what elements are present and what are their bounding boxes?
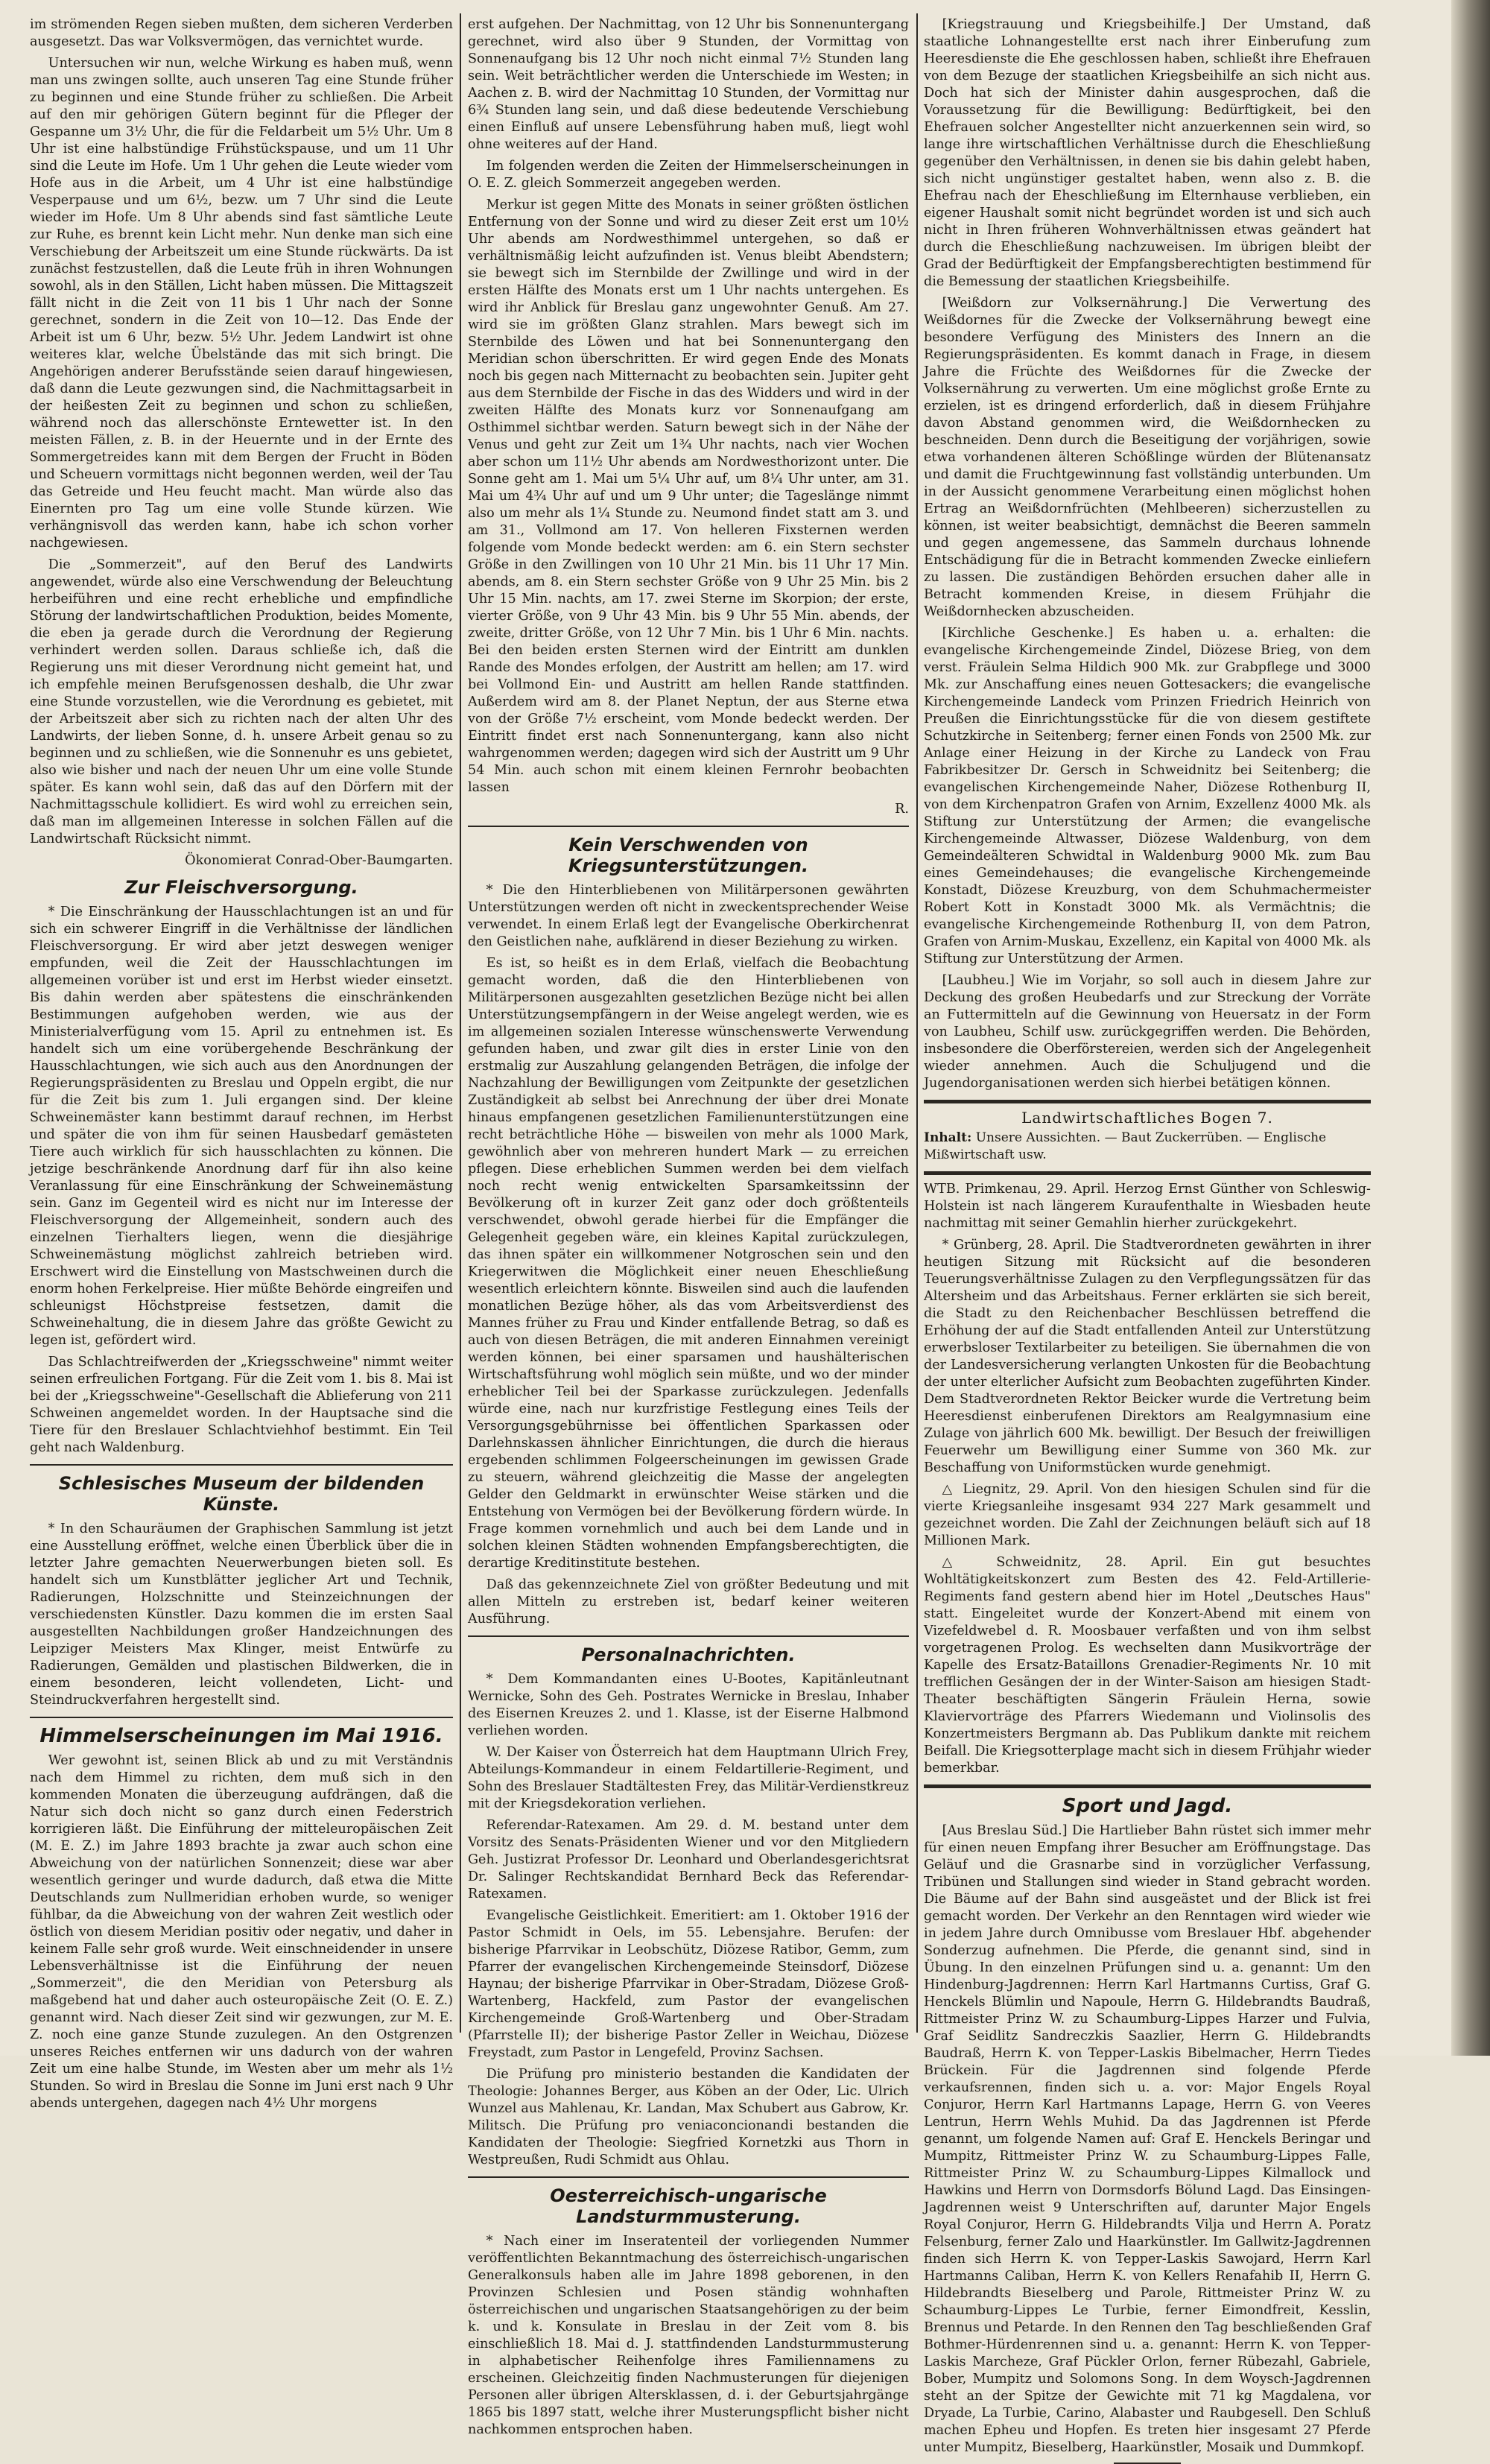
supplement-notice [924,1109,1371,1164]
article-heading-sport: Sport und Jagd. [1062,1795,1233,1817]
article-heading-personalnachrichten: Personalnachrichten. [581,1644,796,1665]
supplement-contents-label: Inhalt: [924,1130,972,1145]
paragraph: Die „Sommerzeit", auf den Beruf des Landwirts angewendet, würde also eine Verschwendung der Beleuchtung herbeiführen und eine recht erhebliche und empfindliche Störung der landwirtschaftlichen Produktion, beides Momente, die eben ja gerade durch die Verordnung der Regierung verhindert werden sollen. Daraus schließe ich, daß die Regierung uns mit dieser Verordnung nicht gemeint hat, und ich empfehle meinen Berufsgenossen deshalb, die Uhr zwar eine Stunde vorzustellen, wie die Verordnung es gebietet, mit der Arbeitszeit aber sich zu richten nach der alten Uhr des Landwirts, der lieben Sonne, d. h. unsere Arbeit genau so zu beginnen und zu schließen, wie die Sonnenuhr es uns gebietet, also wie bisher und nach der neuen Uhr um eine volle Stunde später. Es kann wohl sein, daß das auf den Dörfern mit der Nachmittagsschule kollidiert. Es wird wohl zu erreichen sein, daß man im allgemeinen Interesse in solchen Fällen auf die Landwirtschaft Rücksicht nimmt. [30,557,453,846]
paragraph: * Die den Hinterbliebenen von Militärpersonen gewährten Unterstützungen werden oft nicht in zweckentsprechender Weise verwendet. In einem Erlaß legt der Evangelische Oberkirchenrat den Geistlichen nahe, aufklärend in dieser Beziehung zu wirken. [468,883,909,949]
divider [468,1635,909,1637]
paragraph: Merkur ist gegen Mitte des Monats in seiner größten östlichen Entfernung von der Sonne und wird zu dieser Zeit erst um 10½ Uhr abends am Nordwesthimmel untergehen, so daß er verhältnismäßig leicht aufzufinden ist. Venus bleibt Abendstern; sie bewegt sich im Sternbilde der Zwillinge und wird in der ersten Hälfte des Monats erst um 1 Uhr nachts untergehen. Es wird ihr Anblick für Breslau ganz ungewohnter Genuß. Am 27. wird sie im größten Glanz strahlen. Mars bewegt sich im Sternbilde des Löwen und hat bei Sonnenuntergang den Meridian schon überschritten. Er wird gegen Ende des Monats noch bis gegen nach Mitternacht zu beobachten sein. Jupiter geht aus dem Sternbilde der Fische in das des Widders und wird in der zweiten Hälfte des Monats kurz vor Sonnenaufgang am Osthimmel sichtbar werden. Saturn bewegt sich in der Nähe der Venus und geht zur Zeit um 1¾ Uhr nachts, nach vier Wochen aber schon um 11½ Uhr abends am Nordwesthorizont unter. Die Sonne geht am 1. Mai um 5¼ Uhr auf, um 8¼ Uhr unter, am 31. Mai um 4¾ Uhr auf und um 9 Uhr unter; die Tageslänge nimmt also um mehr als 1¼ Stunde zu. Neumond findet statt am 3. und am 31., Vollmond am 17. Von helleren Fixsternen werden folgende vom Monde bedeckt werden: am 6. ein Stern sechster Größe in den Zwillingen von 10 Uhr 21 Min. bis 11 Uhr 17 Min. abends, am 8. ein Stern sechster Größe von 9 Uhr 25 Min. bis 2 Uhr 15 Min. nachts, am 17. zwei Sterne im Skorpion; der erste, vierter Größe, von 9 Uhr 43 Min. bis 9 Uhr 55 Min. abends, der zweite, dritter Größe, von 12 Uhr 7 Min. bis 1 Uhr 6 Min. nachts. Bei den beiden ersten Sternen wird der Eintritt am dunklen Rande des Mondes erfolgen, der Austritt am hellen; am 17. wird bei Vollmond Ein- und Austritt am hellen Rande stattfinden. Außerdem wird am 8. der Planet Neptun, der aus Sterne etwa von der Größe 7½ erscheint, vom Monde bedeckt werden. Der Eintritt findet erst nach Sonnenuntergang, kann also nicht wahrgenommen werden; dagegen wird sich der Austritt um 9 Uhr 54 Min. auch schon mit einem kleinen Fernrohr beobachten lassen [468,197,909,795]
divider [468,2176,909,2178]
paragraph: Wer gewohnt ist, seinen Blick ab und zu mit Verständnis nach dem Himmel zu richten, dem muß sich in den kommenden Monaten die überzeugung aufdrängen, daß die Natur sich doch nicht so ganz durch einen Federstrich korrigieren läßt. Die Einführung der mitteleuropäischen Zeit (M. E. Z.) im Jahre 1893 brachte ja zwar auch schon eine Abweichung von der natürlichen Sonnenzeit; diese war aber wesentlich geringer und wurde dadurch, daß etwa die Mitte Deutschlands zum Nullmeridian erhoben wurde, so weniger fühlbar, da die Abweichung von der wahren Zeit westlich oder östlich von diesem Meridian positiv oder negativ, und daher in keinem Falle sehr groß wurde. Weit einschneidender in unsere Lebensverhältnisse ist die Einführung der neuen „Sommerzeit", die den Meridian von Petersburg als maßgebend hat und daher auch osteuropäische Zeit (O. E. Z.) genannt wird. Nach dieser Zeit sind wir gezwungen, zur M. E. Z. noch eine ganze Stunde zuzulegen. An den Ostgrenzen unseres Reiches entfernen wir uns dadurch von der wahren Zeit um eine halbe Stunde, im Westen aber um mehr als 1½ Stunden. So wird in Breslau die Sonne im Juni erst nach 9 Uhr abends untergehen, dagegen nach 4½ Uhr morgens [30,1753,453,2111]
paragraph: WTB. Primkenau, 29. April. Herzog Ernst Günther von Schleswig-Holstein ist nach längerem Kuraufenthalte in Wiesbaden heute nachmittag mit seiner Gemahlin hierher zurückgekehrt. [924,1182,1371,1231]
paragraph: Im folgenden werden die Zeiten der Himmelserscheinungen in O. E. Z. gleich Sommerzeit angegeben werden. [468,159,909,191]
column-rule [916,13,918,2033]
article-heading-landsturmmusterung: Oesterreichisch-ungarische Landsturmmusterung. [550,2185,827,2227]
paragraph: erst aufgehen. Der Nachmittag, von 12 Uhr bis Sonnenuntergang gerechnet, wird also über 9 Stunden, der Vormittag von Sonnenaufgang bis 12 Uhr noch nicht einmal 7½ Stunden lang sein. Weit beträchtlicher werden die Unterschiede im Westen; in Aachen z. B. wird der Nachmittag 10 Stunden, der Vormittag nur 6¾ Stunden lang sein, und daß diese bedeutende Verschiebung einen Einfluß auf unsere Lebensführung haben muß, liegt wohl ohne weiteres auf der Hand. [468,17,909,152]
paragraph: * In den Schauräumen der Graphischen Sammlung ist jetzt eine Ausstellung eröffnet, welche einen Überblick über die in letzter Jahre gemachten Neuerwerbungen bieten soll. Es handelt sich um Kunstblätter jeglicher Art und Technik, Radierungen, Holzschnitte und Steinzeichnungen der verschiedensten Künstler. Dazu kommen die im ersten Saal ausgestellten Nachbildungen großer Handzeichnungen des Leipziger Meisters Max Klinger, meist Entwürfe zu Radierungen, Gemälden und plastischen Bildwerken, die in einem besonderen, leicht vollendeten, Licht- und Steindruckverfahren hergestellt sind. [30,1521,453,1708]
paragraph: * Die Einschränkung der Hausschlachtungen ist an und für sich ein schwerer Eingriff in die Verhältnisse der ländlichen Fleischversorgung. Er wird aber jetzt deswegen weniger empfunden, weil die Zeit der Hausschlachtungen im allgemeinen vorüber ist und erst im Herbst wieder einsetzt. Bis dahin werden aber spätestens die einschränkenden Bestimmungen aufgehoben werden, wie aus der Ministerialverfügung vom 15. April zu entnehmen ist. Es handelt sich um eine vorübergehende Beschränkung der Hausschlachtungen, wie sich auch aus den Anordnungen der Regierungspräsidenten zu Breslau und Oppeln ergibt, die nur für die Zeit bis zum 1. Juli ergangen sind. Der kleine Schweinemäster kann bestimmt darauf rechnen, im Herbst und später die von ihm für seinen Hausbedarf gemästeten Tiere auch wirklich für sich hausschlachten zu können. Die jetzige beschränkende Anordnung darf für ihn also keine Veranlassung für eine Einschränkung der Schweinemästung sein. Ganz im Gegenteil wird es nicht nur im Interesse der Fleischversorgung der Allgemeinheit, sondern auch des einzelnen Tierhalters liegen, wenn die diesjährige Schweinemästung möglichst zahlreich betrieben wird. Erschwert wird die Einstellung von Mastschweinen durch die enorm hohen Ferkelpreise. Hier müßte Behörde eingreifen und schleunigst Höchstpreise festsetzen, damit die Schweinehaltung, die in diesem Jahre das größte Gewicht zu legen ist, gefördert wird. [30,905,453,1348]
divider [924,1784,1371,1788]
paragraph: * Nach einer im Inseratenteil der vorliegenden Nummer veröffentlichten Bekanntmachung des österreichisch-ungarischen Generalkonsuls haben alle im Jahre 1898 geborenen, in den Provinzen Schlesien und Posen ständig wohnhaften österreichischen und ungarischen Staatsangehörigen zu der beim k. und k. Konsulate in Breslau in der Zeit vom 8. bis einschließlich 18. Mai d. J. stattfindenden Landsturmmusterung in alphabetischer Reihenfolge ihres Familiennamens zu erscheinen. Gleichzeitig finden Nachmusterungen für diejenigen Personen aller übrigen Altersklassen, d. i. der Geburtsjahrgänge 1865 bis 1897 statt, welche ihrer Musterungspflicht bisher nicht nachkommen entsprochen haben. [468,2234,909,2437]
article-heading-museum: Schlesisches Museum der bildenden Künste. [58,1473,425,1515]
column-rule [460,13,461,2033]
paragraph: △ Schweidnitz, 28. April. Ein gut besuchtes Wohltätigkeitskonzert zum Besten des 42. Feld-Artillerie-Regiments fand gestern abend hier im Hotel „Deutsches Haus" statt. Eingeleitet wurde der Konzert-Abend mit einem von Vizefeldwebel d. R. Moosbauer verfaßten und von ihm selbst vorgetragenen Prolog. Es wechselten dann Musikvorträge der Kapelle des Ersatz-Bataillons Grenadier-Regiments Nr. 10 mit trefflichen Gesängen der in der Winter-Saison am hiesigen Stadt-Theater beschäftigten Sängerin Fräulein Herna, sowie Klaviervorträge des Pfarrers Wiedemann und Violinsolis des Konzertmeisters Bergmann ab. Das Publikum dankte mit reichem Beifall. Die Kriegsotterplage macht sich in diesem Frühjahr wieder bemerkbar. [924,1555,1371,1776]
column-1 [30,16,453,2111]
paragraph: Referendar-Ratexamen. Am 29. d. M. bestand unter dem Vorsitz des Senats-Präsidenten Wiener und vor den Mitgliedern Geh. Justizrat Professor Dr. Leonhard und Oberlandesgerichtsrat Dr. Salinger Rechtskandidat Bernhard Beck das Referendar-Ratexamen. [468,1818,909,1901]
divider [468,826,909,827]
supplement-contents-text: Unsere Aussichten. — Baut Zuckerrüben. — Englische Mißwirtschaft usw. [924,1130,1327,1162]
divider [30,1717,453,1718]
divider [30,1464,453,1466]
paragraph: Untersuchen wir nun, welche Wirkung es haben muß, wenn man uns zwingen sollte, auch unseren Tag eine Stunde früher zu beginnen und eine Stunde früher zu schließen. Die Arbeit auf den mir gehörigen Gütern beginnt für die Pfleger der Gespanne um 3½ Uhr, die für die Feldarbeit um 5½ Uhr. Um 8 Uhr ist eine halbstündige Frühstückspause, und um 11 Uhr sind die Leute im Hofe. Um 1 Uhr gehen die Leute wieder vom Hofe aus in die Arbeit, um 4 Uhr ist eine halbstündige Vesperpause und um 6½, bezw. um 7 Uhr sind die Leute wieder im Hofe. Um 8 Uhr abends sind fast sämtliche Leute zur Ruhe, es brennt kein Licht mehr. Nun denke man sich eine Verschiebung der Arbeitszeit um eine Stunde rückwärts. Da ist zunächst festzustellen, daß die Leute früh in ihren Wohnungen sowohl, als in den Ställen, Licht haben müssen. Die Mittagszeit fällt nicht in die Zeit von 11 bis 1 Uhr nach der Sonne gerechnet, sondern in die Zeit von 10—12. Das Ende der Arbeit ist um 6 Uhr, bezw. 5½ Uhr. Jedem Landwirt ist ohne weiteres klar, welche Übelstände das mit sich bringt. Die Angehörigen anderer Berufsstände seien darauf hingewiesen, daß dann die Leute gezwungen sind, die Nachmittagsarbeit in der heißesten Zeit zu beginnen und schon zu schließen, während noch das allerschönste Erntewetter ist. In den meisten Fällen, z. B. in der Heuernte und in der Ernte des Sommergetreides kann mit dem Bergen der Frucht in Böden und Scheuern vormittags nicht begonnen werden, weil der Tau das Getreide und Heu feucht macht. Man würde also das Einernten pro Tag um eine volle Stunde kürzen. Wie verhängnisvoll das werden kann, habe ich schon vorher nachgewiesen. [30,56,453,551]
paragraph: Es ist, so heißt es in dem Erlaß, vielfach die Beobachtung gemacht worden, daß die den Hinterbliebenen von Militärpersonen ausgezahlten gesetzlichen Bezüge nicht bei allen Unterstützungsempfängern in der Weise angelegt werden, wie es im allgemeinen sozialen Interesse wünschenswerte Verwendung gefunden haben, und zwar gilt dies in erster Linie von den erstmalig zur Auszahlung gelangenden Beträgen, die infolge der Nachzahlung der Bewilligungen vom Zeitpunkte der gesetzlichen Zuständigkeit ab selbst bei Anrechnung der über drei Monate hinaus empfangenen gesetzlichen Familienunterstützungen eine recht beträchtliche Höhe — bisweilen von mehr als 1000 Mark, gewöhnlich aber von mehreren hundert Mark — zu erreichen pflegen. Diese erheblichen Summen werden bei dem vielfach noch recht wenig entwickelten Sparsamkeitssinn der Bevölkerung oft in kurzer Zeit ganz oder doch größtenteils verschwendet, obwohl gerade hierbei für die Empfänger die Gelegenheit gegeben wäre, ein kleines Kapital zurückzulegen, das ihnen später ein willkommener Notgroschen sein und den Kriegerwitwen die Möglichkeit einer neuen Eheschließung wesentlich erleichtern könnte. Bisweilen sind auch die laufenden monatlichen Bezüge höher, als das vom Arbeitsverdienst des Mannes früher zu Frau und Kinder entfallende Betrag, so daß es auch von diesen Beträgen, die mit anderen Einnahmen vereinigt werden können, bei einer sparsamen und haushälterischen Wirtschaftsführung wohl möglich sein müßte, und wo der minder erheblicher Teil bei der Sparkasse zurückzulegen. Jedenfalls würde eine, nach nur kurzfristige Festlegung eines Teils der Versorgungsgebührnisse bei öffentlichen Sparkassen oder Darlehnskassen ähnlicher Einrichtungen, die durch die hieraus ergebenden schlimmen Folgeerscheinungen im gewissen Grade zu steuern, während gleichzeitig die Masse der angelegten Gelder den Geldmarkt in erwünschter Weise stärken und die Entstehung von Vermögen bei der Bevölkerung fördern würde. In Frage kommen vornehmlich und auch bei dem Lande und in solchen kleinen Städten wohnenden Empfangsberechtigten, die derartige Kreditinstitute bestehen. [468,956,909,1571]
article-heading-himmelserscheinungen: Himmelserscheinungen im Mai 1916. [39,1725,443,1747]
paragraph: △ Liegnitz, 29. April. Von den hiesigen Schulen sind für die vierte Kriegsanleihe insgesamt 934 227 Mark gesammelt und gezeichnet worden. Die Zahl der Zeichnungen beläuft sich auf 18 Millionen Mark. [924,1482,1371,1548]
article-heading-fleischversorgung: Zur Fleischversorgung. [124,877,358,898]
paragraph: [Kriegstrauung und Kriegsbeihilfe.] Der Umstand, daß staatliche Lohnangestellte erst nach ihrer Einberufung zum Heeresdienste die Ehe geschlossen haben, schließt ihre Ehefrauen von dem Bezuge der staatlichen Kriegsbeihilfe an sich nicht aus. Doch hat sich der Minister dahin ausgesprochen, daß die Voraussetzung für die Bewilligung: Bedürftigkeit, bei den Ehefrauen solcher Angestellter nicht anzuerkennen sein wird, so lange ihre wirtschaftlichen Verhältnisse durch die Eheschließung gegenüber den Verhältnissen, in denen sie bis dahin gelebt haben, sich nicht ungünstiger gestaltet haben, wenn also z. B. die Ehefrau nach der Eheschließung im Elternhause verblieben, ein eigener Haushalt somit nicht begründet worden ist und sich auch nicht in Ihren früheren Wohnverhältnissen etwas geändert hat durch die Eheschließung nachzuweisen. Im übrigen bleibt der Grad der Bedürftigkeit der Empfangsberechtigten bestimmend für die Bemessung der staatlichen Kriegsbeihilfe. [924,17,1371,289]
paragraph: W. Der Kaiser von Österreich hat dem Hauptmann Ulrich Frey, Abteilungs-Kommandeur in einem Feldartillerie-Regiment, und Sohn des Breslauer Stadtältesten Frey, das Militär-Verdienstkreuz mit der Kriegsdekoration verliehen. [468,1745,909,1811]
column-2 [468,16,909,2437]
column-3 [924,16,1371,2455]
paragraph: [Laubheu.] Wie im Vorjahr, so soll auch in diesem Jahre zur Deckung des großen Heubedarfs und zur Streckung der Vorräte an Futtermitteln auf die Gewinnung von Heuersatz in der Form von Laubheu, Schilf usw. zurückgegriffen werden. Die Behörden, insbesondere die Oberförstereien, werden sich der Angelegenheit wieder annehmen. Auch die Schuljugend und die Jugendorganisationen werden sich hierbei betätigen können. [924,973,1371,1091]
paragraph: * Dem Kommandanten eines U-Bootes, Kapitänleutnant Wernicke, Sohn des Geh. Postrates Wernicke in Breslau, Inhaber des Eisernen Kreuzes 2. und 1. Klasse, ist der Eiserne Halbmond verliehen worden. [468,1672,909,1738]
paragraph: Evangelische Geistlichkeit. Emeritiert: am 1. Oktober 1916 der Pastor Schmidt in Oels, im 55. Lebensjahre. Berufen: der bisherige Pfarrvikar in Leobschütz, Diözese Ratibor, Gemm, zum Pfarrer der evangelischen Kirchengemeinde Steinsdorf, Diözese Haynau; der bisherige Pfarrvikar in Ober-Stradam, Diözese Groß-Wartenberg, Hackfeld, zum Pastor der evangelischen Kirchengemeinde Groß-Wartenberg und Ober-Stradam (Pfarrstelle II); der bisherige Pastor Zeller in Weichau, Diözese Freystadt, zum Pastor in Lengefeld, Provinz Sachsen. [468,1908,909,2060]
paragraph: * Grünberg, 28. April. Die Stadtverordneten gewährten in ihrer heutigen Sitzung mit Rücksicht auf die besonderen Teuerungsverhältnisse Zulagen zu den Verpflegungssätzen für das Altersheim und das Arbeitshaus. Ferner erklärten sie sich bereit, die Stadt zu den Reichenbacher Beschlüssen betreffend die Erhöhung der auf die Stadt entfallenden Anteil zur Unterstützung erwerbsloser Textilarbeiter zu beteiligen. Sie übernahmen die von der Landesversicherung verlangten Unkosten für die Beobachtung der unter elterlicher Aufsicht zum Beobachten zugeführten Kinder. Dem Stadtverordneten Rektor Beicker wurde die Vertretung beim Heeresdienst einberufenen Direktors am Realgymnasium eine Zulage von jährlich 600 Mk. bewilligt. Der Besuch der freiwilligen Feuerwehr um Bewilligung einer Summe von 360 Mk. zur Beschaffung von Uniformstücken wurde genehmigt. [924,1238,1371,1475]
supplement-title: Landwirtschaftliches Bogen 7. [1021,1109,1273,1127]
divider [924,1100,1371,1103]
book-spine-shadow [1451,0,1490,2056]
paragraph: Das Schlachtreifwerden der „Kriegsschweine" nimmt weiter seinen erfreulichen Fortgang. Für die Zeit vom 1. bis 8. Mai ist bei der „Kriegsschweine"-Gesellschaft die Ablieferung von 211 Schweinen angemeldet worden. In der Hauptsache sind die Tiere für den Breslauer Schlachtviehhof bestimmt. Ein Teil geht nach Waldenburg. [30,1355,453,1455]
paragraph: [Aus Breslau Süd.] Die Hartlieber Bahn rüstet sich immer mehr für einen neuen Empfang ihrer Besucher am Eröffnungstage. Das Geläuf und die Grasnarbe sind in vorzüglicher Verfassung, Tribünen und Stallungen sind wieder in Stand gebracht worden. Die Bäume auf der Bahn sind ausgeästet und der Blick ist frei gemacht worden. Der Verkehr an den Renntagen wird wieder wie in jedem Jahre durch Omnibusse vom Breslauer Hbf. abgehender Sonderzug aufnehmen. Die Pferde, die genannt sind, sind in Übung. In den einzelnen Prüfungen sind u. a. genannt: Um den Hindenburg-Jagdrennen: Herrn Karl Hartmanns Curtiss, Graf G. Henckels Blümlin und Napoule, Herrn G. Hildebrandts Baudraß, Rittmeister Prinz W. zu Schaumburg-Lippes Harzer und Fulvia, Graf Seidlitz Sandreczkis Saazlier, Herrn G. Hildebrandts Baudraß, Herrn K. von Tepper-Laskis Bibelmacher, Herrn Tiedes Brückein. Für die Jagdrennen sind folgende Pferde verkaufsrennen, finden sich u. a. vor: Major Engels Royal Conjuror, Herrn Karl Hartmanns Lapage, Herrn G. von Veeres Lentrun, Herrn Wehls Muhid. Da das Jagdrennen ist Pferde genannt, um folgende Namen auf: Graf E. Henckels Beringar und Mumpitz, Rittmeister Prinz W. zu Schaumburg-Lippes Falle, Rittmeister Prinz W. zu Schaumburg-Lippes Kilmallock und Hawkins und Herrn von Dormsdorfs Bölund Lagd. Das Einsingen-Jagdrennen weist 9 Unterschriften auf, darunter Major Engels Royal Conjuror, Herrn G. Hildebrandts Vilja und Herrn A. Poratz Felsenburg, ferner Zalo und Haarkünstler. Im Gallwitz-Jagdrennen finden sich Herrn K. von Tepper-Laskis Sawojard, Herrn Karl Hartmanns Caliban, Herrn K. von Kellers Renafahib II, Herrn G. Hildebrandts Bieselberg und Parole, Rittmeister Prinz W. zu Schaumburg-Lippes Le Turbie, ferner Eimondfreit, Kesslin, Brennus und Petarde. In den Rennen den Tag beschließenden Graf Bothmer-Hürdenrennen sind u. a. genannt: Herrn K. von Tepper-Laskis Marcheze, Graf Pückler Orlon, ferner Rübezahl, Gabriele, Bober, Mumpitz und Solomons Song. In dem Woysch-Jagdrennen steht an der Spitze der Gewichte mit 71 kg Magdalena, vor Dryade, La Turbie, Carino, Alabaster und Raubgesell. Den Schluß machen Epheu und Hopfen. Es treten hier insgesamt 27 Pferde unter Mumpitz, Bieselberg, Haarkünstler, Mosaik und Dummkopf. [924,1823,1371,2455]
paragraph: [Kirchliche Geschenke.] Es haben u. a. erhalten: die evangelische Kirchengemeinde Zindel, Diözese Brieg, von dem verst. Fräulein Selma Hildich 900 Mk. zur Grabpflege und 3000 Mk. zur Anschaffung eines neuen Gottesackers; die evangelische Kirchengemeinde Landeck vom Prinzen Friedrich Heinrich von Preußen die Einrichtungsstücke für die von diesem gestiftete Schutzkirche in Seitenberg; ferner einen Fonds von 2500 Mk. zur Anlage einer Heizung in der Kirche zu Landeck von Frau Fabrikbesitzer Dr. Gersch in Schweidnitz bei Seitenberg; die evangelischen Kirchengemeinde Naher, Diözese Rothenburg II, von dem Kirchenpatron Grafen von Arnim, Exzellenz 4000 Mk. als Stiftung zur Unterstützung der Armen; die evangelische Kirchengemeinde Altwasser, Diözese Waldenburg, von dem Gemeindeälteren Schwidtal in Waldenburg 9000 Mk. zum Bau eines Gemeindehauses; die evangelische Kirchengemeinde Konstadt, Diözese Kreuzburg, von dem Schuhmachermeister Robert Kott in Konstadt 3000 Mk. als Vermächtnis; die evangelische Kirchengemeinde Rothenburg II, von dem Patron, Grafen von Arnim-Muskau, Exzellenz, ein Kapital von 4000 Mk. als Stiftung zur Unterstützung der Armen. [924,626,1371,966]
paragraph: Die Prüfung pro ministerio bestanden die Kandidaten der Theologie: Johannes Berger, aus Köben an der Oder, Lic. Ulrich Wunzel aus Mahlenau, Kr. Landan, Max Schubert aus Gabrow, Kr. Militsch. Die Prüfung pro veniaconcionandi bestanden die Kandidaten der Theologie: Siegfried Kornetzki aus Thorn in Westpreußen, Rudi Schmidt aus Ohlau. [468,2067,909,2167]
signature: Ökonomierat Conrad-Ober-Baumgarten. [185,853,453,868]
divider [924,1171,1371,1175]
article-heading-kriegsunterstuetzungen: Kein Verschwenden von Kriegsunterstützungen. [568,834,809,876]
supplement-contents [924,1130,1371,1164]
paragraph: [Weißdorn zur Volksernährung.] Die Verwertung des Weißdornes für die Zwecke der Volksernährung bewegt eine besondere Verfügung des Ministers des Innern an die Regierungspräsidenten. Es kommt danach in Frage, in diesem Jahre die Früchte des Weißdornes für die Zwecke der Volksernährung zu verwerten. Um eine möglichst große Ernte zu erzielen, ist es dringend erforderlich, daß in diesem Frühjahre davon Abstand genommen wird, die Weißdornhecken zu beschneiden. Denn durch die Beseitigung der vorjährigen, sowie etwa vorhandenen älteren Schößlinge würden der Blütenansatz und damit die Fruchtgewinnung fast vollständig unterbunden. Um in der Aussicht genommene Verarbeitung einen möglichst hohen Ertrag an Weißdornfrüchten (Mehlbeeren) sicherzustellen zu können, ist weiter beabsichtigt, demnächst die Beeren sammeln und gegen angemessene, das Sammeln durchaus lohnende Entschädigung für die in Betracht kommenden Zwecke einliefern zu lassen. Die zuständigen Behörden ersuchen daher alle in Betracht kommenden Kreise, in diesem Frühjahr die Weißdornhecken abzuscheiden. [924,296,1371,619]
paragraph: Daß das gekennzeichnete Ziel von größter Bedeutung und mit allen Mitteln zu erstreben ist, bedarf keiner weiteren Ausführung. [468,1577,909,1627]
paragraph: im strömenden Regen sieben mußten, dem sicheren Verderben ausgesetzt. Das war Volksvermögen, das vernichtet wurde. [30,17,453,49]
signature: R. [895,802,909,817]
